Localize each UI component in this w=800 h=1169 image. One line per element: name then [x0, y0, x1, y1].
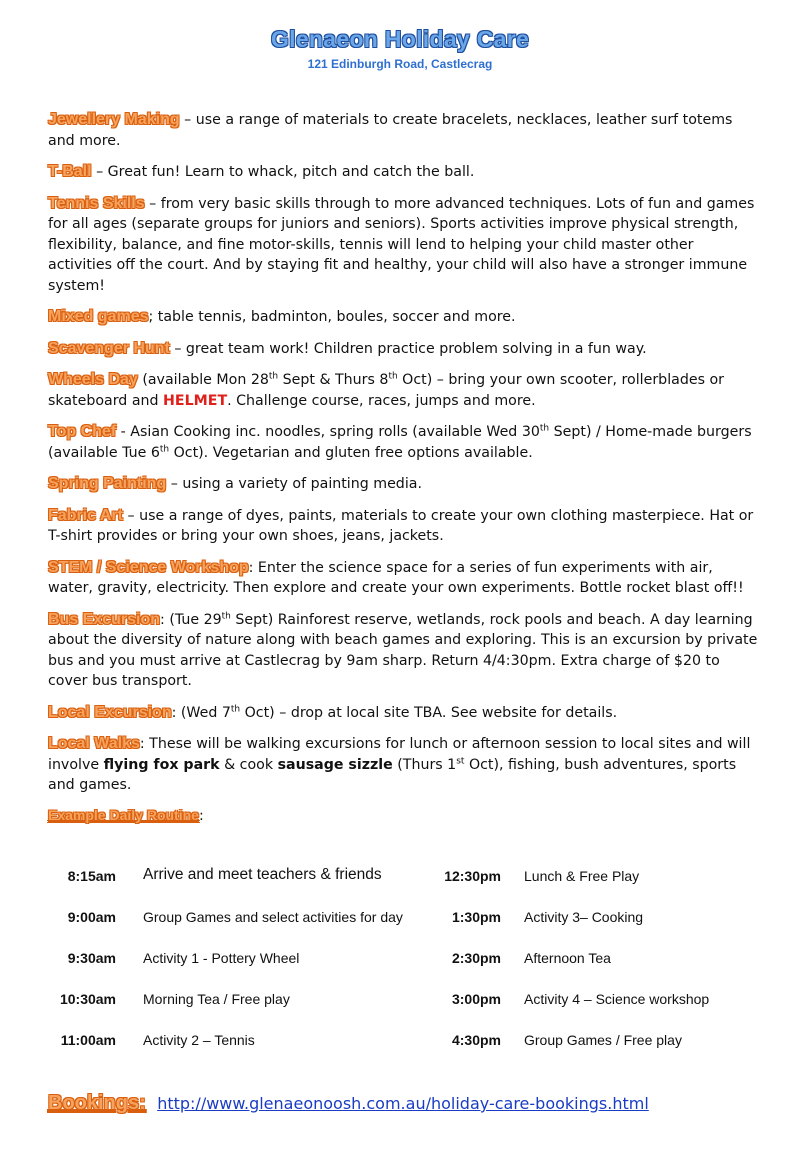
ordinal: st	[456, 755, 465, 766]
time-cell: 12:30pm	[444, 868, 501, 884]
time-cell: 10:30am	[59, 991, 116, 1007]
time-cell: 1:30pm	[451, 909, 501, 925]
table-row	[56, 987, 746, 1028]
activities-list	[48, 110, 760, 837]
activity-desc: Sept) Rainforest reserve, wetlands, rock pools and beach. A day learning about the diversity of nature along with beach games and exploring. This is an excursion by private bus and you must arrive at Castlecrag by 9am sharp. Return 4/4:30pm. Extra charge of $20 to cover bus transport.	[48, 611, 758, 689]
ordinal: th	[159, 443, 170, 454]
ordinal: th	[221, 610, 231, 621]
activity-cell: Afternoon Tea	[524, 950, 611, 966]
activity-desc: – Great fun! Learn to whack, pitch and catch the ball.	[91, 164, 475, 180]
time-cell: 4:30pm	[451, 1032, 501, 1048]
activity-jewellery	[48, 110, 760, 151]
activity-desc: (Thurs 1	[392, 756, 457, 773]
activity-mixed-games	[48, 307, 760, 328]
time-cell: 11:00am	[60, 1032, 116, 1048]
activity-desc: . Challenge course, races, jumps and more.	[227, 392, 536, 409]
bookings-link[interactable]: http://www.glenaeonoosh.com.au/holiday-care-bookings.html	[157, 1094, 649, 1113]
bold-phrase: flying fox park	[103, 756, 220, 773]
activity-tennis	[48, 194, 760, 297]
activity-title: Top Chef	[48, 423, 117, 440]
activity-desc: : Enter the science space for a series of fun experiments with air, water, gravity, electricity. Then explore and create your own experiments. Bottle rocket blast off!!	[48, 559, 744, 596]
activity-scavenger-hunt	[48, 339, 760, 360]
activity-title: Fabric Art	[48, 506, 123, 524]
ordinal: th	[539, 423, 550, 434]
time-cell: 3:00pm	[451, 991, 501, 1007]
table-row	[56, 905, 746, 946]
activity-desc: (available Mon 28	[137, 372, 269, 388]
activity-desc: – use a range of dyes, paints, materials to create your own clothing masterpiece. Hat or T-shirt provides or bring your own shoes, jeans, jackets.	[48, 507, 754, 544]
activity-desc: Oct). Vegetarian and gluten free options available.	[169, 444, 533, 461]
activity-title: T-Ball	[48, 163, 92, 180]
activity-cell: Activity 1 - Pottery Wheel	[143, 950, 300, 966]
table-row	[56, 864, 746, 905]
table-row	[56, 946, 746, 987]
activity-stem	[48, 558, 760, 599]
activity-fabric-art	[48, 506, 760, 547]
activity-bus-excursion	[48, 610, 760, 692]
activity-tball	[48, 162, 760, 183]
activity-wheels-day	[48, 370, 760, 411]
activity-cell: Activity 3– Cooking	[524, 909, 644, 925]
activity-title: Mixed games	[48, 308, 149, 325]
activity-desc: : (Tue 29	[160, 611, 222, 628]
daily-routine-table	[56, 864, 746, 1069]
routine-heading-suffix: :	[198, 807, 204, 824]
activity-desc: – great team work! Children practice problem solving in a fun way.	[169, 340, 647, 357]
activity-desc: Sept & Thurs 8	[278, 372, 389, 388]
bold-phrase: sausage sizzle	[277, 756, 393, 773]
activity-desc: : (Wed 7	[171, 704, 231, 721]
ordinal: th	[230, 703, 241, 714]
time-cell: 8:15am	[67, 868, 116, 884]
bookings-section	[48, 1092, 649, 1115]
activity-title: STEM / Science Workshop	[48, 558, 249, 576]
activity-title: Spring Painting	[48, 475, 167, 492]
activity-cell: Activity 4 – Science workshop	[524, 991, 710, 1007]
time-cell: 9:30am	[67, 950, 116, 966]
activity-cell: Group Games and select activities for day	[143, 909, 403, 925]
ordinal: th	[388, 371, 398, 382]
page-title: Glenaeon Holiday Care	[270, 26, 530, 52]
time-cell: 9:00am	[67, 909, 116, 925]
activity-desc: – using a variety of painting media.	[166, 476, 422, 492]
routine-heading	[48, 805, 760, 827]
activity-desc: - Asian Cooking inc. noodles, spring rolls (available Wed 30	[116, 424, 540, 440]
helmet-warning: HELMET	[163, 392, 228, 409]
activity-title: Scavenger Hunt	[48, 339, 170, 357]
activity-title: Wheels Day	[48, 371, 138, 388]
activity-top-chef	[48, 422, 760, 463]
activity-desc: – from very basic skills through to more advanced techniques. Lots of fun and games for all ages (separate groups for juniors and seniors). Sports activities improve physical strength, flexibility, balance, and fine motor-skills, tennis will lend to helping your child master other activities off the court. And by staying fit and healthy, your child will also have a stronger immune system!	[48, 195, 755, 294]
activity-desc: Oct), fishing, bush adventures, sports and games.	[48, 756, 737, 793]
activity-title: Bus Excursion	[48, 610, 161, 628]
activity-desc: & cook	[219, 756, 278, 773]
table-row	[56, 1028, 746, 1069]
ordinal: th	[268, 371, 279, 382]
address: 121 Edinburgh Road, Castlecrag	[307, 57, 493, 71]
activity-title: Jewellery Making	[48, 111, 180, 128]
activity-title: Tennis Skills	[48, 194, 145, 212]
activity-title: Local Walks	[48, 735, 140, 752]
activity-cell: Lunch & Free Play	[524, 868, 640, 884]
activity-cell: Activity 2 – Tennis	[143, 1032, 255, 1048]
activity-desc: Oct) – drop at local site TBA. See website for details.	[240, 704, 618, 721]
activity-cell: Arrive and meet teachers & friends	[143, 866, 382, 883]
activity-cell: Group Games / Free play	[524, 1032, 682, 1048]
activity-desc: Oct) – bring your own scooter, rollerblades or skateboard and	[48, 372, 724, 409]
activity-cell: Morning Tea / Free play	[143, 991, 290, 1007]
time-cell: 2:30pm	[451, 950, 501, 966]
routine-heading-text: Example Daily Routine	[48, 806, 199, 823]
bookings-label: Bookings:	[48, 1092, 146, 1114]
activity-title: Local Excursion	[48, 703, 172, 721]
activity-local-walks	[48, 734, 760, 796]
activity-desc: Sept) / Home-made burgers (available Tue 6	[48, 424, 752, 461]
activity-desc: ; table tennis, badminton, boules, soccer and more.	[148, 309, 516, 325]
activity-local-excursion	[48, 703, 760, 724]
activity-desc: : These will be walking excursions for lunch or afternoon session to local sites and will involve	[48, 736, 751, 773]
activity-desc: – use a range of materials to create bracelets, necklaces, leather surf totems and more.	[48, 112, 733, 149]
activity-spring-painting	[48, 474, 760, 495]
